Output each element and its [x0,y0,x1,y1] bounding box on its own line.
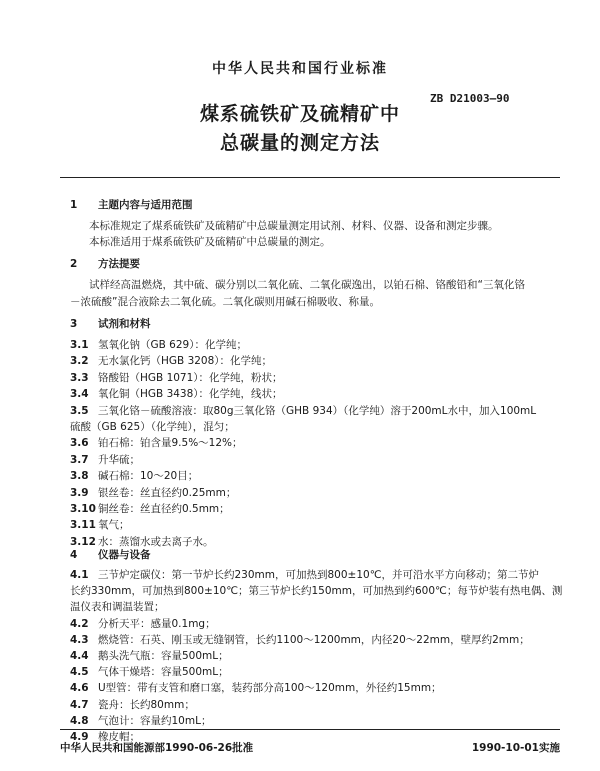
list-item [70,664,229,679]
list-item [70,648,229,663]
section-heading [70,547,151,562]
item-text: 水：蒸馏水或去离子水。 [98,535,214,548]
list-item [70,353,272,368]
list-item [70,517,130,532]
section-number: 4 [70,549,78,561]
item-number: 4.1 [70,569,89,581]
item-number: 4.4 [70,650,89,662]
ministry-heading: 中华人民共和国行业标准 [212,61,388,77]
list-item [70,386,283,401]
item-number: 3.8 [70,470,89,483]
list-item [70,713,211,728]
item-text: 银丝卷：丝直径约0.25mm； [98,486,237,499]
list-item [70,697,195,712]
doc-title-line2: 总碳量的测定方法 [219,132,380,154]
item-number: 3.7 [70,453,89,466]
section-title: 主题内容与适用范围 [98,199,193,211]
item-number: 3.10 [70,503,96,515]
item-number: 3.12 [70,535,96,548]
list-item [70,680,442,695]
list-item [70,435,243,450]
item-text: U型管：带有支管和磨口塞，装药部分高100～120mm，外径约15mm； [98,682,442,695]
list-item [70,599,165,614]
item-number: 4.9 [70,731,89,743]
item-text: 气泡计：容量约10mL； [98,714,212,727]
item-number: 3.9 [70,486,89,499]
section-title: 试剂和材料 [98,318,151,330]
paragraph: －浓硫酸”混合液除去二氧化硫。二氧化碳则用碱石棉吸收、称量。 [70,296,380,308]
paragraph: 本标准规定了煤系硫铁矿及硫精矿中总碳量测定用试剂、材料、仪器、设备和测定步骤。 [89,220,499,232]
item-text: 无水氯化钙（HGB 3208）：化学纯； [98,355,273,368]
item-text: 氧化铜（HGB 3438）：化学纯，线状； [98,388,283,401]
item-number: 4.5 [70,666,89,679]
item-number: 3.1 [70,339,89,351]
section-title: 仪器与设备 [98,549,151,561]
item-number: 3.3 [70,371,89,384]
item-text: 硫酸（GB 625）（化学纯），混匀； [70,421,235,433]
item-text: 温仪表和调温装置； [70,601,165,614]
list-item [70,419,235,434]
section-heading [70,316,151,331]
item-text: 铜丝卷：丝直径约0.5mm； [98,503,230,515]
footer-divider [60,729,560,730]
section-number: 3 [70,318,78,330]
title-divider [60,177,560,178]
section-number: 1 [70,199,78,211]
approval-line: 中华人民共和国能源部1990-06-26批准 [60,742,254,754]
item-text: 铂石棉：铂含量9.5%～12%； [98,437,243,450]
section-heading [70,256,140,271]
paragraph: 试样经高温燃烧，其中硫、碳分别以二氧化硫、二氧化碳逸出，以铂石棉、铬酸铅和“三氧化铬 [89,279,525,291]
item-number: 4.7 [70,698,89,711]
item-number: 4.6 [70,682,89,695]
list-item [70,370,283,385]
item-number: 4.3 [70,633,89,646]
list-item [70,583,562,598]
list-item [70,567,539,582]
item-text: 瓷舟：长约80mm； [98,698,195,711]
item-text: 升华硫； [98,453,140,466]
item-number: 3.6 [70,437,89,450]
doc-title-line1: 煤系硫铁矿及硫精矿中 [199,103,400,125]
section-number: 2 [70,258,78,270]
list-item [70,632,530,647]
effective-date: 1990-10-01实施 [471,742,560,754]
list-item [70,403,536,418]
list-item [70,501,230,516]
list-item [70,337,247,352]
item-text: 铬酸铅（HGB 1071）：化学纯，粉状； [98,371,283,384]
list-item [70,452,140,467]
section-heading [70,197,193,212]
item-number: 3.4 [70,388,89,401]
list-item [70,468,198,483]
item-text: 分析天平：感量0.1mg； [98,617,216,630]
item-number: 4.8 [70,714,89,727]
standard-code: ZB D21003—90 [430,92,510,105]
list-item [70,616,216,631]
section-title: 方法提要 [98,258,140,270]
item-number: 3.11 [70,519,96,532]
paragraph: 本标准适用于煤系硫铁矿及硫精矿中总碳量的测定。 [89,236,331,248]
item-number: 3.2 [70,355,89,368]
item-text: 橡皮帽； [98,731,140,743]
item-text: 碱石棉：10～20目； [98,470,199,483]
item-number: 3.5 [70,404,89,417]
item-number: 4.2 [70,617,89,630]
item-text: 氧气； [98,519,130,532]
list-item [70,485,236,500]
item-text: 燃烧管：石英、刚玉或无缝钢管，长约1100～1200mm，内径20～22mm，壁厚约2mm； [98,633,530,646]
item-text: 鹅头洗气瓶：容量500mL； [98,650,229,662]
item-text: 气体干燥塔：容量500mL； [98,666,229,679]
item-text: 三氧化铬－硫酸溶液：取80g三氧化铬（GHB 934）（化学纯）溶于200mL水中，加入100mL [98,404,537,417]
item-text: 长约330mm，可加热到800±10℃；第三节炉长约150mm，可加热到约600℃；每节炉装有热电偶、测 [70,585,563,598]
item-text: 三节炉定碳仪：第一节炉长约230mm，可加热到800±10℃，并可沿水平方向移动；第二节炉 [98,569,539,581]
item-text: 氢氧化钠（GB 629）：化学纯； [98,339,247,351]
